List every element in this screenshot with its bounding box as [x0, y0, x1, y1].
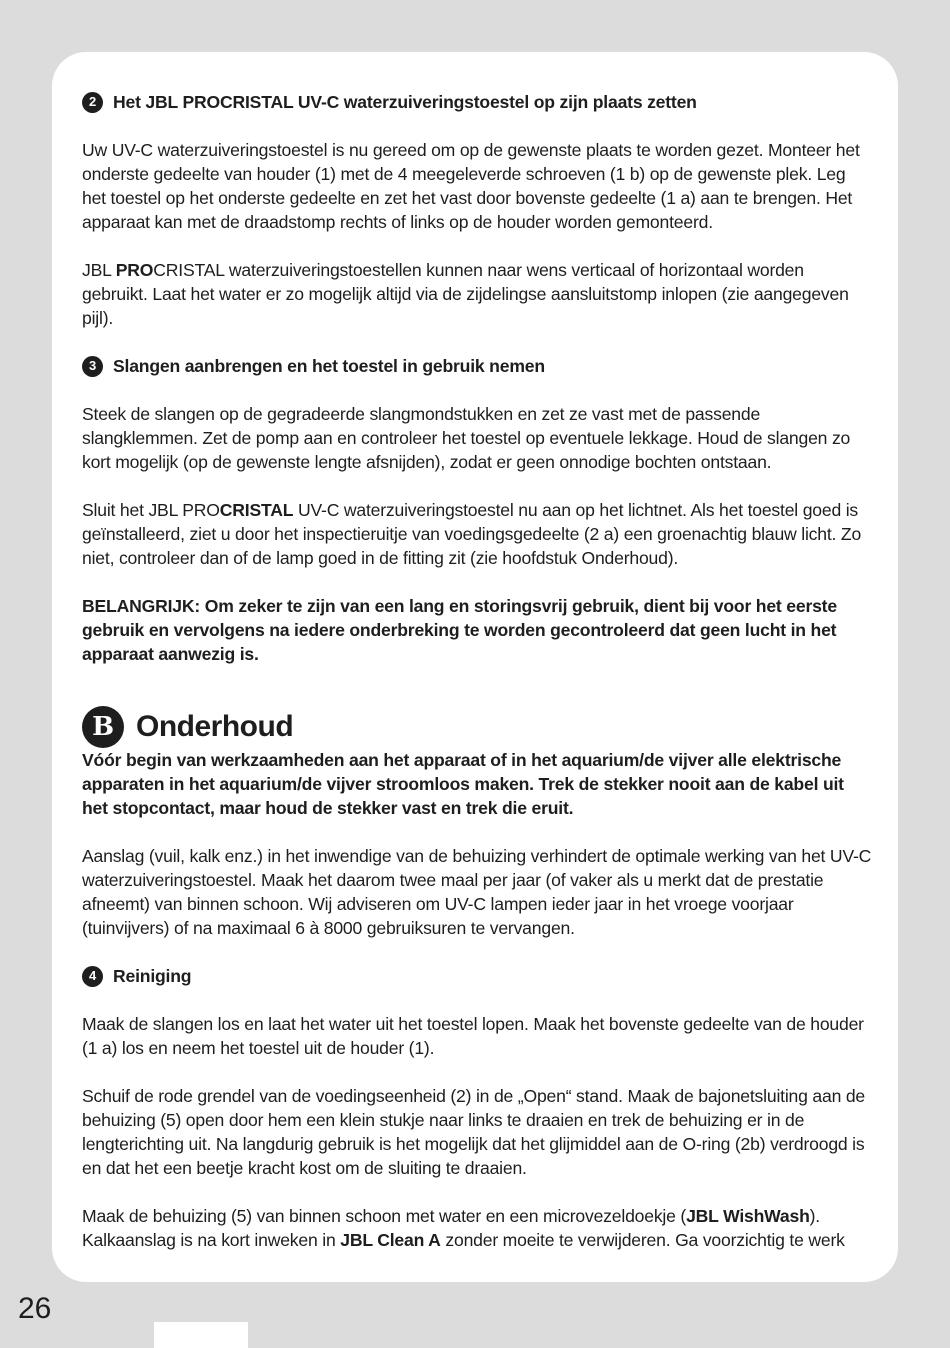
paragraph: Sluit het JBL PROCRISTAL UV-C waterzuiveringstoestel nu aan op het lichtnet. Als het toestel goed is geïnstalleerd, ziet u door het inspectieruitje van voedingsgedeelte (2 a) een groenachtig blauw licht. Zo niet, controleer dan of de lamp goed in de fitting zit (zie hoofdstuk Onderhoud). — [82, 500, 862, 568]
paragraph: Steek de slangen op de gegradeerde slangmondstukken en zet ze vast met de passende slangklemmen. Zet de pomp aan en controleer het toestel op eventuele lekkage. Houd de slangen zo kort mogelijk (op de gewenste lengte afsnijden), zodat er geen onnodige bochten ontstaan. — [82, 404, 851, 472]
step-3-title: Slangen aanbrengen en het toestel in gebruik nemen — [113, 356, 545, 376]
step-number-badge: 2 — [82, 92, 103, 113]
step-2-heading — [82, 90, 872, 114]
safety-warning: Vóór begin van werkzaamheden aan het apparaat of in het aquarium/de vijver alle elektrische apparaten in het aquarium/de vijver stroomloos maken. Trek de stekker nooit aan de kabel uit het stopcontact, maar houd de stekker vast en trek die eruit. — [82, 750, 844, 818]
step-2-title: Het JBL PROCRISTAL UV-C waterzuiveringstoestel op zijn plaats zetten — [113, 92, 697, 112]
step-number-badge: 3 — [82, 356, 103, 377]
step-4-title: Reiniging — [113, 966, 192, 986]
step-number-badge: 4 — [82, 966, 103, 987]
paragraph: JBL PROCRISTAL waterzuiveringstoestellen kunnen naar wens verticaal of horizontaal worden gebruikt. Laat het water er zo mogelijk altijd via de zijdelingse aansluitstomp inlopen (zie aangegeven pijl). — [82, 260, 849, 328]
section-heading — [82, 706, 872, 748]
paragraph: Maak de slangen los en laat het water uit het toestel lopen. Maak het bovenste gedeelte van de houder (1 a) los en neem het toestel uit de houder (1). — [82, 1014, 864, 1058]
paragraph: Maak de behuizing (5) van binnen schoon met water en een microvezeldoekje (JBL WishWash). Kalkaanslag is na kort inweken in JBL Clean A zonder moeite te verwijderen. Ga voorzichtig te werk — [82, 1206, 845, 1250]
paragraph: Aanslag (vuil, kalk enz.) in het inwendige van de behuizing verhindert de optimale werking van het UV-C waterzuiveringstoestel. Maak het daarom twee maal per jaar (of vaker als u merkt dat de prestatie afneemt) van binnen schoon. Wij adviseren om UV-C lampen ieder jaar in het vroege voorjaar (tuinvijvers) of na maximaal 6 à 8000 gebruiksuren te vervangen. — [82, 846, 872, 938]
footer-segment — [154, 1322, 248, 1348]
important-note: BELANGRIJK: Om zeker te zijn van een lang en storingsvrij gebruik, dient bij voor het eerste gebruik en vervolgens na iedere onderbreking te worden gecontroleerd dat geen lucht in het apparaat aanwezig is. — [82, 596, 837, 664]
paragraph: Uw UV-C waterzuiveringstoestel is nu gereed om op de gewenste plaats te worden gezet. Monteer het onderste gedeelte van houder (1) met de 4 meegeleverde schroeven (1 b) op de gewenste plek. Leg het toestel op het onderste gedeelte en zet het vast door bovenste gedeelte (1 a) aan te brengen. Het apparaat kan met de draadstomp rechts of links op de houder worden gemonteerd. — [82, 140, 860, 232]
document-body — [82, 90, 872, 1252]
step-3-heading — [82, 354, 872, 378]
section-letter-badge: B — [82, 706, 124, 748]
step-4-heading — [82, 964, 872, 988]
section-title: Onderhoud — [136, 710, 294, 743]
page-number: 26 — [18, 1292, 52, 1325]
paragraph: Schuif de rode grendel van de voedingseenheid (2) in de „Open“ stand. Maak de bajonetsluiting aan de behuizing (5) open door hem een klein stukje naar links te draaien en trek de behuizing er in de lengterichting uit. Na langdurig gebruik is het mogelijk dat het glijmiddel aan de O-ring (2b) verdroogd is en dat het een beetje kracht kost om de sluiting te draaien. — [82, 1086, 866, 1178]
